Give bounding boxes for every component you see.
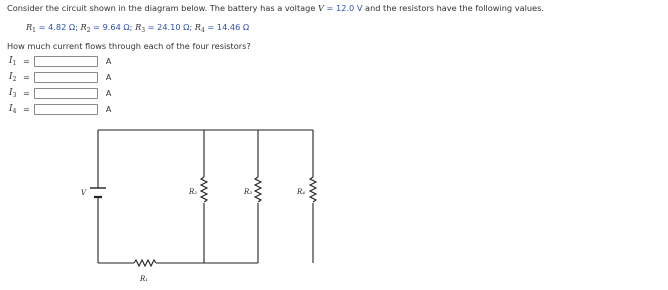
i1-label: $I_1$ — [9, 55, 17, 67]
i4-label: $I_4$ — [9, 103, 17, 115]
i2-label: $I_2$ — [9, 71, 17, 83]
r4-zigzag — [310, 177, 316, 202]
r1-variable: $R_1$ — [26, 22, 36, 34]
r1-zigzag — [134, 260, 156, 266]
r1-label: R₁ — [140, 275, 149, 283]
r4-value: = 14.46 Ω — [204, 22, 250, 32]
i1-unit: A — [105, 56, 112, 66]
r2-label: R₂ — [189, 188, 198, 196]
i4-equals: = — [23, 104, 30, 114]
r3-value: = 24.10 Ω; — [145, 22, 193, 32]
i3-unit: A — [105, 88, 112, 98]
i1-equals: = — [23, 56, 30, 66]
i2-equals: = — [23, 72, 30, 82]
voltage-value: = 12.0 V — [323, 3, 363, 13]
r2-variable: $R_2$ — [80, 22, 91, 34]
battery-label: V — [81, 189, 87, 197]
i3-label: $I_3$ — [9, 87, 17, 99]
i2-unit: A — [105, 72, 112, 82]
voltage-variable: V — [318, 3, 324, 13]
r2-value: = 9.64 Ω; — [90, 22, 133, 32]
r1-value: = 4.82 Ω; — [36, 22, 78, 32]
r3-label: R₃ — [244, 188, 253, 196]
intro-end-text: and the resistors have the following values. — [362, 3, 544, 13]
r3-variable: $R_3$ — [135, 22, 146, 34]
r4-variable: $R_4$ — [194, 22, 205, 34]
i4-unit: A — [105, 104, 112, 114]
r4-label: R₄ — [297, 188, 306, 196]
i3-equals: = — [23, 88, 30, 98]
r2-zigzag — [201, 177, 207, 202]
question-text: How much current flows through each of the four resistors? — [7, 41, 251, 51]
intro-text: Consider the circuit shown in the diagram below. The battery has a voltage — [7, 3, 316, 13]
r3-zigzag — [255, 177, 261, 202]
